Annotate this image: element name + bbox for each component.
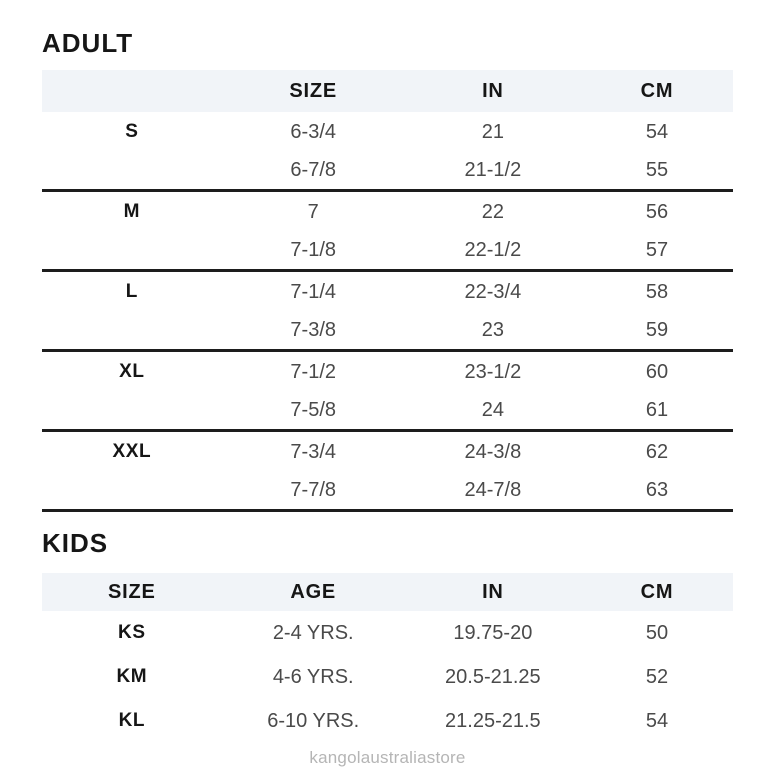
cm-value-cell: 58	[645, 280, 669, 303]
kids-col-header-cm: CM	[640, 580, 674, 603]
in-value-cell: 22-3/4	[464, 280, 522, 303]
table-row	[42, 472, 733, 512]
table-row	[42, 272, 733, 312]
table-row	[42, 192, 733, 232]
kids-col-header-in: IN	[482, 580, 504, 603]
cm-value-cell: 52	[645, 665, 669, 688]
cm-value-cell: 55	[645, 159, 669, 181]
size-value-cell: 7-5/8	[290, 399, 336, 421]
in-value-cell: 24-3/8	[464, 440, 522, 463]
table-row	[42, 352, 733, 392]
in-value-cell: 24-7/8	[464, 479, 522, 501]
size-value-cell: 7-1/2	[290, 360, 336, 383]
kids-size-table	[42, 573, 733, 743]
size-value-cell: 6-7/8	[290, 159, 336, 181]
size-label-cell: KL	[118, 710, 146, 731]
age-value-cell: 4-6 YRS.	[272, 665, 354, 688]
size-label-cell: L	[125, 281, 138, 302]
adult-col-header-in: IN	[482, 79, 504, 102]
age-value-cell: 6-10 YRS.	[267, 709, 360, 732]
in-value-cell: 22-1/2	[464, 239, 522, 261]
size-label-cell: XL	[119, 361, 145, 382]
size-value-cell: 7-7/8	[290, 479, 336, 501]
in-value-cell: 21	[481, 120, 504, 143]
size-label-cell: XXL	[112, 441, 152, 462]
table-row	[42, 232, 733, 272]
adult-heading: ADULT	[42, 28, 134, 58]
size-value-cell: 7	[307, 200, 319, 223]
in-value-cell: 22	[481, 200, 504, 223]
cm-value-cell: 60	[645, 360, 669, 383]
table-row	[42, 392, 733, 432]
kids-col-header-size: SIZE	[108, 580, 156, 603]
table-row	[42, 432, 733, 472]
size-label-cell: M	[123, 201, 141, 222]
cm-value-cell: 63	[645, 479, 669, 501]
store-watermark: kangolaustraliastore	[309, 748, 466, 767]
table-row	[42, 112, 733, 152]
cm-value-cell: 59	[645, 319, 669, 341]
in-value-cell: 20.5-21.25	[445, 665, 541, 688]
size-value-cell: 7-3/4	[290, 440, 336, 463]
size-label-cell: KM	[116, 666, 148, 687]
table-row	[42, 611, 733, 655]
in-value-cell: 19.75-20	[453, 621, 533, 644]
adult-size-table	[42, 70, 733, 512]
in-value-cell: 21-1/2	[464, 159, 522, 181]
table-row	[42, 312, 733, 352]
kids-heading: KIDS	[42, 528, 109, 558]
size-value-cell: 7-1/8	[290, 239, 336, 261]
age-value-cell: 2-4 YRS.	[272, 621, 354, 644]
kids-table-header-row	[42, 573, 733, 611]
size-value-cell: 7-3/8	[290, 319, 336, 341]
cm-value-cell: 54	[645, 120, 669, 143]
adult-table-header-row	[42, 70, 733, 112]
table-row	[42, 699, 733, 743]
adult-section	[42, 30, 733, 512]
cm-value-cell: 56	[645, 200, 669, 223]
in-value-cell: 23	[481, 319, 504, 341]
cm-value-cell: 54	[645, 709, 669, 732]
size-label-cell: S	[125, 121, 139, 142]
in-value-cell: 23-1/2	[464, 360, 522, 383]
kids-section	[42, 530, 733, 743]
adult-col-header-size: SIZE	[289, 79, 338, 102]
cm-value-cell: 57	[645, 239, 669, 261]
size-value-cell: 7-1/4	[290, 280, 336, 303]
in-value-cell: 21.25-21.5	[445, 709, 541, 732]
cm-value-cell: 61	[645, 399, 669, 421]
in-value-cell: 24	[481, 399, 504, 421]
cm-value-cell: 62	[645, 440, 669, 463]
table-row	[42, 152, 733, 192]
kids-col-header-age: AGE	[290, 580, 337, 603]
size-value-cell: 6-3/4	[290, 120, 336, 143]
table-row	[42, 655, 733, 699]
cm-value-cell: 50	[645, 621, 669, 644]
size-label-cell: KS	[118, 622, 146, 643]
adult-col-header-cm: CM	[640, 79, 674, 102]
